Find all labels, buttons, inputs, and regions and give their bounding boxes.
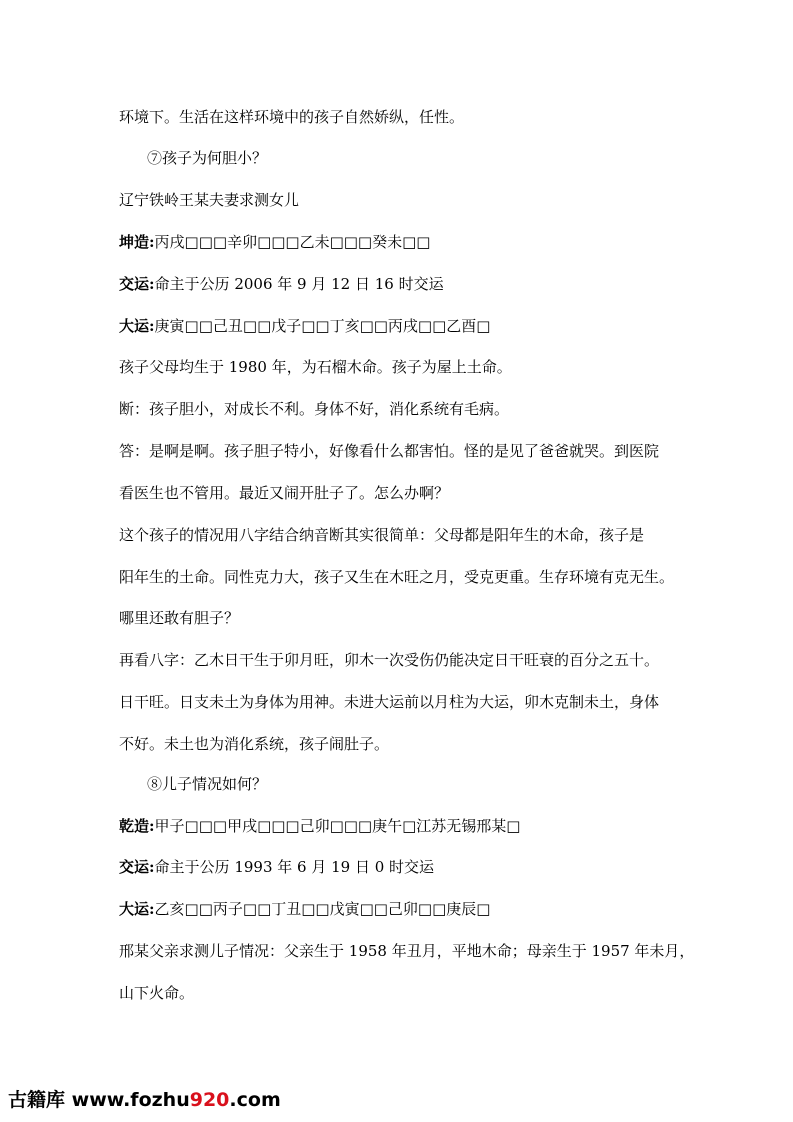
field-value: 丙戌□□□辛卯□□□乙未□□□癸未□□ (154, 233, 431, 251)
footer-url-prefix: www.fozhu (71, 1089, 190, 1111)
field-label: 交运: (119, 858, 155, 876)
footer-url-suffix: .com (229, 1089, 281, 1111)
chart-row-kunzao (119, 232, 719, 252)
field-value: 庚寅□□己丑□□戊子□□丁亥□□丙戌□□乙酉□ (154, 317, 491, 335)
body-line: 邢某父亲求测儿子情况：父亲生于 1958 年丑月，平地木命；母亲生于 1957 年未月， (119, 942, 695, 960)
field-label: 坤造: (119, 233, 155, 251)
body-line: 环境下。生活在这样环境中的孩子自然娇纵，任性。 (119, 108, 465, 126)
footer-site-name: 古籍库 (8, 1089, 66, 1111)
section-heading: ⑦孩子为何胆小？ (147, 149, 268, 167)
chart-row-qianzao (119, 816, 719, 836)
body-line: 孩子父母均生于 1980 年，为石榴木命。孩子为屋上土命。 (119, 358, 512, 376)
body-line: 辽宁铁岭王某夫妻求测女儿 (119, 191, 300, 209)
section-heading: ⑧儿子情况如何？ (147, 775, 268, 793)
body-line: 日干旺。日支未土为身体为用神。未进大运前以月柱为大运，卯木克制未土，身体 (119, 693, 660, 711)
field-label: 大运: (119, 900, 155, 918)
chart-row-dayun (119, 316, 719, 336)
field-label: 大运: (119, 317, 155, 335)
chart-row-jiaoyun (119, 857, 719, 877)
field-value: 命主于公历 1993 年 6 月 19 日 0 时交运 (154, 858, 435, 876)
footer-url-accent: 920 (189, 1089, 230, 1111)
footer-url[interactable] (72, 1089, 281, 1111)
field-value: 甲子□□□甲戌□□□己卯□□□庚午□江苏无锡邢某□ (154, 817, 521, 835)
body-line: 不好。未土也为消化系统，孩子闹肚子。 (119, 735, 390, 753)
body-line: 答：是啊是啊。孩子胆子特小，好像看什么都害怕。怪的是见了爸爸就哭。到医院 (119, 442, 660, 460)
field-value: 命主于公历 2006 年 9 月 12 日 16 时交运 (154, 275, 444, 293)
body-line: 断：孩子胆小，对成长不利。身体不好，消化系统有毛病。 (119, 400, 510, 418)
field-label: 交运: (119, 275, 155, 293)
chart-row-dayun (119, 899, 719, 919)
footer-watermark (8, 1086, 281, 1114)
body-line: 再看八字：乙木日干生于卯月旺，卯木一次受伤仍能决定日干旺衰的百分之五十。 (119, 651, 660, 669)
body-line: 这个孩子的情况用八字结合纳音断其实很简单：父母都是阳年生的木命，孩子是 (119, 526, 645, 544)
body-line: 阳年生的土命。同性克力大，孩子又生在木旺之月，受克更重。生存环境有克无生。 (119, 568, 675, 586)
body-line: 哪里还敢有胆子？ (119, 609, 240, 627)
field-value: 乙亥□□丙子□□丁丑□□戊寅□□己卯□□庚辰□ (154, 900, 491, 918)
field-label: 乾造: (119, 817, 155, 835)
chart-row-jiaoyun (119, 274, 719, 294)
body-line: 山下火命。 (119, 984, 195, 1002)
body-line: 看医生也不管用。最近又闹开肚子了。怎么办啊？ (119, 484, 450, 502)
